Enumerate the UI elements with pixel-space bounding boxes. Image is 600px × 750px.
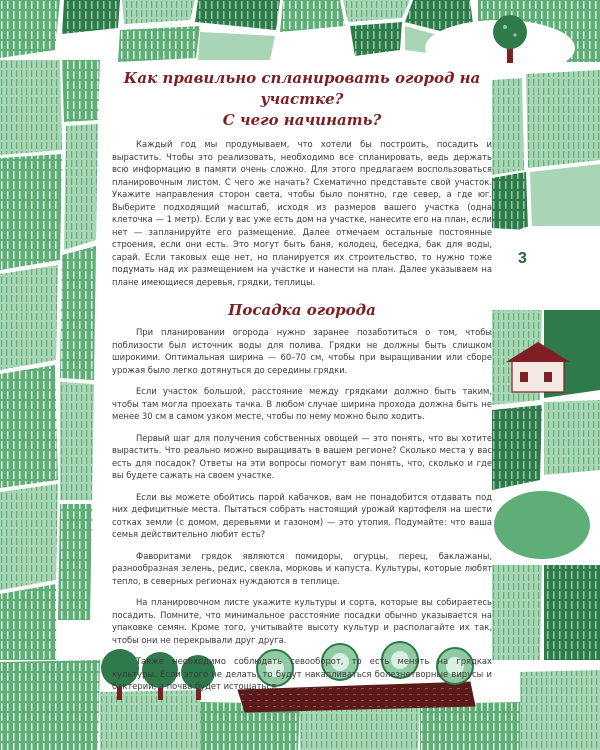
left-field-illustration <box>0 60 100 660</box>
section-title: Посадка огорода <box>228 301 376 319</box>
page-number-tab <box>498 226 600 300</box>
article-content <box>112 68 492 702</box>
title-line-2: С чего начинать? <box>222 111 382 129</box>
paragraph: На планировочном листе укажите культуры и сорта, которые вы собираетесь посадить. Помните, что минимальное расстояние посадки обычно указывается на упаковке семян. Кроме того, учитывайте высоту культур и располагайте их так, чтобы они не перекрывали друг друга. <box>112 597 492 645</box>
intro-paragraph: Каждый год мы продумываем, что хотели бы построить, посадить и вырастить. Чтобы это реализовать, необходимо все спланировать, ведь держать всю информацию в памяти очень сложно. Для этого предлагаем воспользоваться планировочным листом. С чего же начать? Схематично представьте свой участок. Укажите направления сторон света, чтобы было понятно, где север, а где юг. Выберите подходящий масштаб, исходя из размеров вашего участка (одна клеточка — 1 метр). Если у вас уже есть дом на участке, нанесите его на план, если нет — запланируйте его размещение. Далее отмечаем остальные постоянные строения, если они есть. Это могут быть баня, колодец, беседка, бак для воды, сарай. Если таковых еще нет, но планируется их строительство, то нужно тоже подумать над их размещением на участке и нанести на план. Далее указываем на плане имеющиеся деревья, грядки, теплицы. <box>112 139 492 287</box>
paragraph: При планировании огорода нужно заранее позаботиться о том, чтобы поблизости был источник воды для полива. Грядки не должны быть слишком широкими. Оптимальная ширина — 60–70 см, чтобы при выращивании или сборе урожая было легко дотянуться до середины грядки. <box>112 327 492 375</box>
article-title <box>112 68 492 131</box>
paragraph: Фаворитами грядок являются помидоры, огурцы, перец, баклажаны, разнообразная зелень, редис, свекла, морковь и капуста. Культуры, которые любят тепло, в северных регионах нуждаются в теплице. <box>112 550 492 586</box>
page-number: 3 <box>518 250 527 267</box>
paragraph: Первый шаг для получения собственных овощей — это понять, что вы хотите вырастить. Что реально можно выращивать в вашем регионе? Сколько места у вас есть для посадок? Ответы на эти вопросы помогут вам понять, что, сколько и где вы будете сажать на своем участке. <box>112 432 492 480</box>
paragraph: Также необходимо соблюдать севооборот, то есть менять на грядках культуры. Если этого не делать, то будут накапливаться болезнетворные вирусы и бактерии, а почва будет истощаться. <box>112 656 492 691</box>
title-line-1: Как правильно спланировать огород на участке? <box>123 69 481 108</box>
paragraph: Если вы можете обойтись парой кабачков, вам не понадобится отдавать под них дефицитные места. Пытаться собрать настоящий урожай картофеля на шести сотках земли (с домом, деревьями и газоном) — это утопия. Подумайте: что ваша семья действительно любит есть? <box>112 491 492 539</box>
right-field-illustration <box>492 60 600 660</box>
top-field-illustration <box>0 0 600 68</box>
paragraph: Если участок большой, расстояние между грядками должно быть таким, чтобы там могла проехать тачка. В любом случае ширина прохода должна быть не менее 30 см в самом узком месте, чтобы по нему можно было ходить. <box>112 386 492 421</box>
